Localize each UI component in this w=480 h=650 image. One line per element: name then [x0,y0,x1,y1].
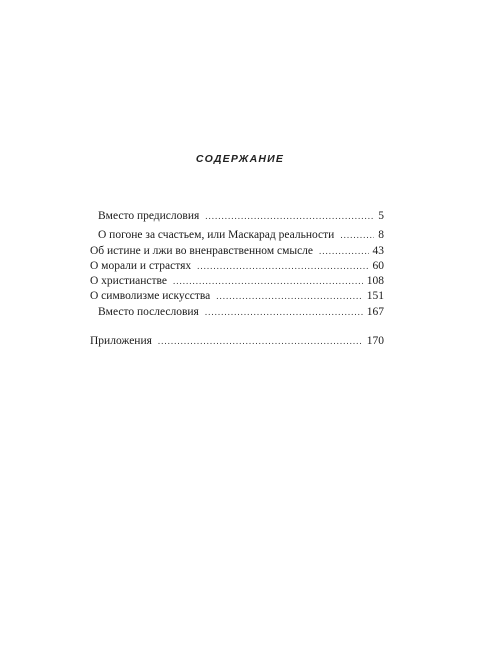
toc-entry [90,334,384,348]
toc-entry [90,274,384,288]
toc-entry-label: О погоне за счастьем, или Маскарад реальности [98,229,335,241]
toc-heading: СОДЕРЖАНИЕ [195,153,285,165]
toc-entry-page: 167 [366,306,384,318]
dot-leader [216,289,363,303]
toc-entry-page: 5 [378,210,384,222]
dot-leader [197,259,368,273]
dot-leader [319,244,368,258]
toc-entry [90,244,384,258]
toc-entry-label: Приложения [90,335,152,347]
toc-entry-label: Вместо предисловия [98,210,200,222]
toc-entry-label: О символизме искусства [90,290,211,302]
toc-entry [98,209,384,223]
dot-leader [340,228,374,242]
toc-entry-label: Вместо послесловия [98,306,199,318]
dot-leader [205,305,363,319]
dot-leader [158,334,363,348]
toc-entry [90,289,384,303]
dot-leader [205,209,374,223]
toc-entry-page: 60 [372,260,384,272]
toc-entry-label: О морали и страстях [90,260,192,272]
toc-entry-page: 8 [378,229,384,241]
toc-entry-page: 170 [366,335,384,347]
toc-entry [90,259,384,273]
toc-entry-page: 151 [366,290,384,302]
toc-entry [98,228,384,242]
dot-leader [173,274,363,288]
toc-entry-page: 43 [372,245,384,257]
toc-entry-page: 108 [366,275,384,287]
toc-entry [98,305,384,319]
toc-entry-label: О христианстве [90,275,167,287]
toc-entry-label: Об истине и лжи во вненравственном смысле [90,245,314,257]
